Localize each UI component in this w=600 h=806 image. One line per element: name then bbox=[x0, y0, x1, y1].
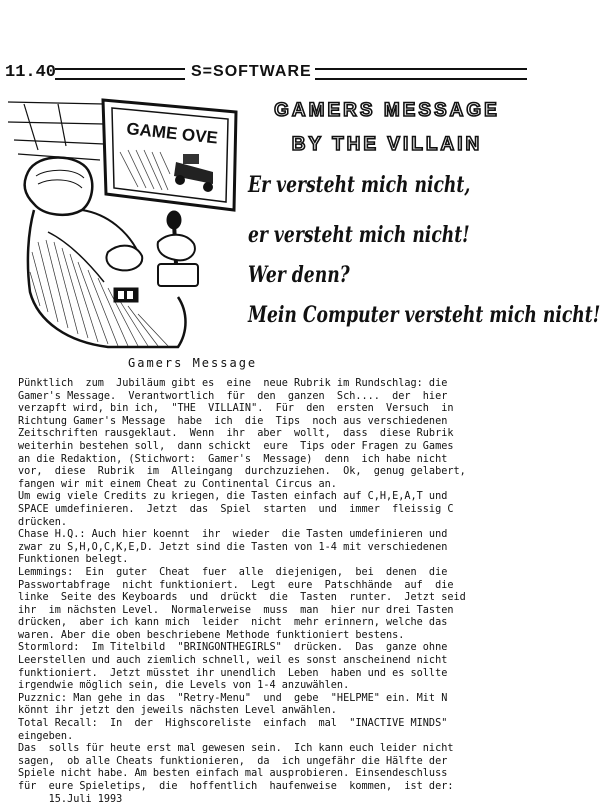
page-header bbox=[5, 62, 527, 86]
script-line-3: Wer denn? bbox=[248, 262, 350, 288]
body-line: drücken, aber ich kann mich leider nicht mehr erinnern, welche das bbox=[18, 617, 448, 629]
headline-gamers-message: GAMERS MESSAGE bbox=[274, 100, 500, 121]
screen-text: GAME OVE bbox=[125, 119, 219, 148]
body-line: irgendwie möglich sein, die Levels von 1-4 anzuwählen. bbox=[18, 680, 350, 692]
brand-title: S=SOFTWARE bbox=[191, 63, 312, 80]
header-rule-left bbox=[55, 68, 185, 80]
illustration-caption: Gamers Message bbox=[128, 356, 258, 370]
headline-by-the-villain: BY THE VILLAIN bbox=[291, 134, 483, 155]
body-line: Stormlord: Im Titelbild "BRINGONTHEGIRLS" drücken. Das ganze ohne bbox=[18, 642, 448, 654]
body-line: 15.Juli 1993 bbox=[18, 793, 123, 805]
body-line: Richtung Gamer's Message habe ich die Tips noch aus verschiedenen bbox=[18, 415, 448, 427]
joystick-icon bbox=[107, 211, 199, 302]
body-line: an die Redaktion, (Stichwort: Gamer's Message) denn ich habe nicht bbox=[18, 453, 448, 465]
body-line: eingeben. bbox=[18, 730, 74, 742]
body-line: drücken. bbox=[18, 516, 68, 528]
body-line: linke Seite des Keyboards und drückt die Tasten runter. Jetzt seid bbox=[18, 592, 466, 604]
script-line-2: er versteht mich nicht! bbox=[248, 222, 470, 248]
script-line-4: Mein Computer versteht mich nicht! bbox=[248, 302, 600, 328]
body-line: zwar zu S,H,O,C,K,E,D. Jetzt sind die Tasten von 1-4 mit verschiedenen bbox=[18, 541, 448, 553]
body-line: vor, diese Rubrik im Alleingang durchzuziehen. Ok, genug gelabert, bbox=[18, 466, 466, 478]
body-line: Passwortabfrage nicht funktioniert. Legt eure Patschhände auf die bbox=[18, 579, 454, 591]
body-line: funktioniert. Jetzt müsstet ihr unendlich Leben haben und es sollte bbox=[18, 667, 448, 679]
script-line-1: Er versteht mich nicht, bbox=[248, 172, 471, 198]
body-line: für eure Spieletips, die hoffentlich haufenweise kommen, ist der: bbox=[18, 781, 454, 792]
body-line: weiterhin bestehen soll, dann schickt eure Tips oder Fragen zu Games bbox=[18, 440, 454, 452]
body-line: Spiele nicht habe. Am besten einfach mal ausprobieren. Einsendeschluss bbox=[18, 768, 448, 780]
body-line: Pünktlich zum Jubiläum gibt es eine neue Rubrik im Rundschlag: die bbox=[18, 378, 448, 389]
body-line: Zeitschriften rausgeklaut. Wenn ihr aber wollt, dass diese Rubrik bbox=[18, 428, 454, 440]
body-line: Lemmings: Ein guter Cheat fuer alle diejenigen, bei denen die bbox=[18, 566, 448, 578]
body-line: Puzznic: Man gehe in das "Retry-Menu" und gebe "HELPME" ein. Mit N bbox=[18, 692, 448, 704]
body-line: könnt ihr jetzt den jeweils nächsten Level anwählen. bbox=[18, 705, 337, 717]
page-number: 11.40 bbox=[5, 63, 57, 82]
monitor-icon bbox=[103, 100, 236, 210]
body-line: Um ewig viele Credits zu kriegen, die Tasten einfach auf C,H,E,A,T und bbox=[18, 491, 448, 503]
body-line: verzapft wird, bin ich, "THE VILLAIN". Für den ersten Versuch in bbox=[18, 403, 454, 415]
body-line: ihr im nächsten Level. Normalerweise muss man hier nur drei Tasten bbox=[18, 604, 454, 616]
body-line: Leerstellen und auch ziemlich schnell, weil es sonst anscheinend nicht bbox=[18, 655, 448, 667]
desk-lines bbox=[8, 102, 104, 160]
header-rule-right bbox=[315, 68, 527, 80]
body-line: Total Recall: In der Highscoreliste einfach mal "INACTIVE MINDS" bbox=[18, 718, 448, 730]
gamer-illustration bbox=[8, 92, 240, 357]
body-line: SPACE umdefinieren. Jetzt das Spiel starten und immer fleissig C bbox=[18, 503, 454, 515]
body-line: Gamer's Message. Verantwortlich für den ganzen Sch.... der hier bbox=[18, 390, 448, 402]
article-body bbox=[18, 378, 533, 806]
body-line: Chase H.Q.: Auch hier koennt ihr wieder die Tasten umdefinieren und bbox=[18, 529, 448, 541]
body-line: sagen, ob alle Cheats funktionieren, da ich ungefähr die Hälfte der bbox=[18, 755, 448, 767]
body-line: fangen wir mit einem Cheat zu Continental Circus an. bbox=[18, 478, 337, 490]
body-line: Funktionen belegt. bbox=[18, 554, 129, 566]
body-line: Das solls für heute erst mal gewesen sein. Ich kann euch leider nicht bbox=[18, 743, 454, 755]
body-line: waren. Aber die oben beschriebene Methode funktioniert bestens. bbox=[18, 629, 405, 641]
